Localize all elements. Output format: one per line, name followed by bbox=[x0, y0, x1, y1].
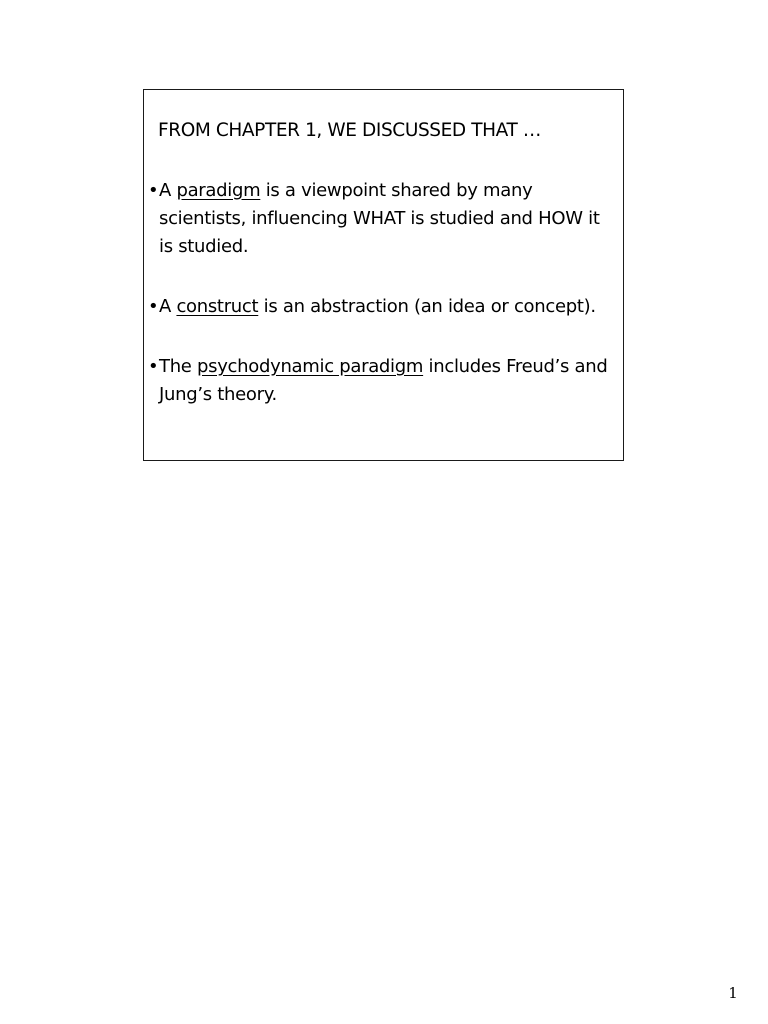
bullet-body-text: includes Freud’s and Jung’s theory. bbox=[159, 356, 608, 405]
term-construct: construct bbox=[176, 296, 259, 317]
bullet-item-construct bbox=[148, 293, 618, 321]
bullet-lead-text: A bbox=[159, 296, 177, 317]
slide-frame bbox=[143, 89, 624, 461]
slide-title: FROM CHAPTER 1, WE DISCUSSED THAT … bbox=[158, 120, 541, 141]
bullet-item-psychodynamic bbox=[148, 353, 618, 409]
term-paradigm: paradigm bbox=[176, 180, 261, 201]
bullet-marker: • bbox=[148, 356, 159, 377]
bullet-item-paradigm bbox=[148, 177, 618, 261]
bullet-list bbox=[148, 177, 618, 409]
term-psychodynamic-paradigm: psychodynamic paradigm bbox=[197, 356, 424, 377]
bullet-marker: • bbox=[148, 180, 159, 201]
bullet-body-text: is a viewpoint shared by many scientists, influencing WHAT is studied and HOW it is studied. bbox=[159, 180, 600, 257]
bullet-body-text: is an abstraction (an idea or concept). bbox=[258, 296, 596, 317]
bullet-lead-text: The bbox=[159, 356, 197, 377]
bullet-marker: • bbox=[148, 296, 159, 317]
bullet-lead-text: A bbox=[159, 180, 177, 201]
page-number: 1 bbox=[728, 984, 738, 1002]
